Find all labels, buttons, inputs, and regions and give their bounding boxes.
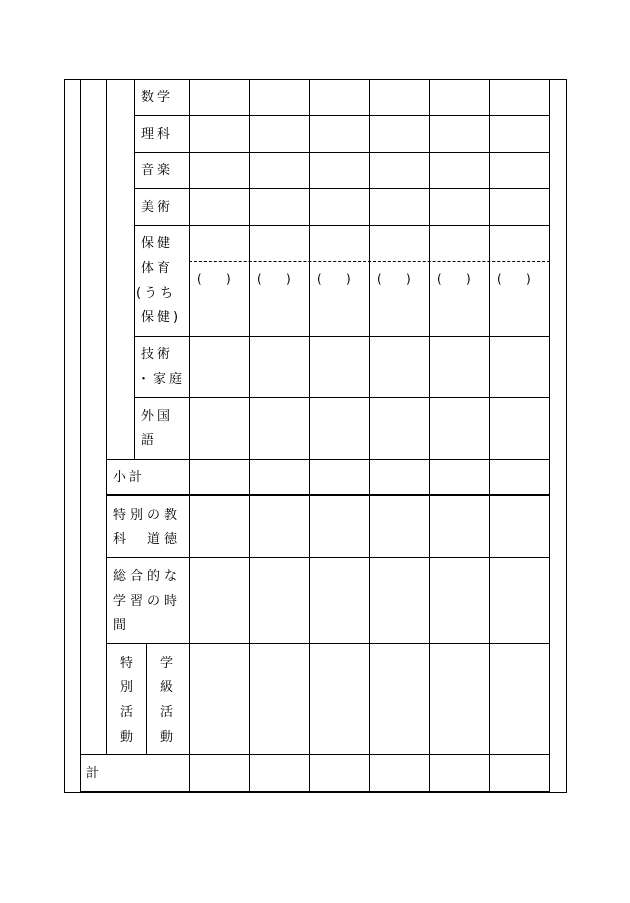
hline-9	[106, 557, 550, 558]
label-math: 数学	[141, 90, 174, 105]
label-foreign-1: 外国	[141, 409, 174, 424]
vline-g	[309, 79, 310, 793]
vline-j	[489, 79, 490, 793]
hline-11	[80, 754, 550, 755]
label-tech-2: ・家庭	[137, 372, 186, 387]
label-total: 計	[86, 766, 103, 781]
label-music: 音楽	[141, 163, 174, 178]
label-special-1d: 動	[120, 730, 137, 745]
hline-6	[134, 397, 550, 398]
label-moral-1: 特別の教	[113, 508, 182, 523]
vline-k	[549, 79, 550, 793]
paren-close-5: )	[466, 272, 471, 286]
hline-1	[134, 115, 550, 116]
vline-b	[106, 79, 107, 755]
label-special-1a: 特	[120, 656, 137, 671]
vline-a	[80, 79, 81, 793]
paren-close-6: )	[526, 272, 531, 286]
paren-open-1: (	[197, 272, 202, 286]
paren-open-4: (	[377, 272, 382, 286]
label-pe-2: 体育	[141, 261, 174, 276]
label-special-2c: 活	[160, 705, 177, 720]
vline-i	[429, 79, 430, 793]
paren-open-3: (	[317, 272, 322, 286]
paren-close-3: )	[346, 272, 351, 286]
label-tech-1: 技術	[141, 347, 174, 362]
label-pe-4: 保健)	[141, 310, 182, 325]
label-art: 美術	[141, 200, 174, 215]
label-moral-2: 科 道徳	[113, 532, 182, 547]
hline-5	[134, 336, 550, 337]
paren-close-1: )	[226, 272, 231, 286]
paren-close-4: )	[406, 272, 411, 286]
hline-3	[134, 188, 550, 189]
hline-2	[134, 152, 550, 153]
vline-c	[134, 79, 135, 459]
paren-close-2: )	[286, 272, 291, 286]
label-integrated-3: 間	[113, 618, 130, 633]
hline-8	[106, 494, 550, 496]
dashed-line	[189, 261, 550, 262]
paren-open-2: (	[257, 272, 262, 286]
vline-f	[249, 79, 250, 793]
label-pe-1: 保健	[141, 236, 174, 251]
label-science: 理科	[141, 127, 174, 142]
label-special-1b: 別	[120, 680, 137, 695]
hline-bottom	[80, 791, 550, 793]
label-special-2b: 級	[160, 680, 177, 695]
hline-top	[134, 79, 550, 80]
vline-e	[189, 79, 190, 793]
paren-open-5: (	[437, 272, 442, 286]
paren-open-6: (	[497, 272, 502, 286]
hline-4	[134, 225, 550, 226]
label-integrated-1: 総合的な	[113, 569, 182, 584]
label-subtotal: 小計	[113, 470, 146, 485]
hline-7	[106, 459, 550, 460]
label-integrated-2: 学習の時	[113, 594, 182, 609]
hline-10	[106, 643, 550, 644]
label-special-2a: 学	[160, 656, 177, 671]
label-pe-3: (うち	[136, 286, 177, 301]
vline-h	[369, 79, 370, 793]
vline-d	[146, 643, 147, 755]
table-frame	[64, 79, 567, 793]
label-foreign-2: 語	[141, 433, 158, 448]
label-special-1c: 活	[120, 705, 137, 720]
label-special-2d: 動	[160, 730, 177, 745]
